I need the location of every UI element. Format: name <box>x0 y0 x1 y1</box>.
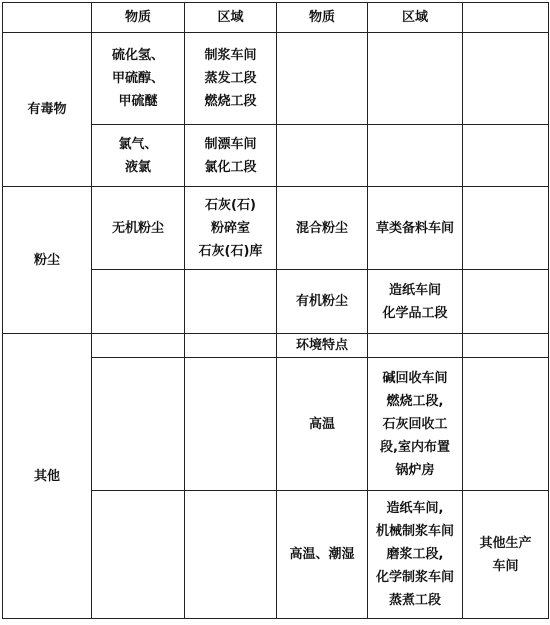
cell-line: 造纸车间, <box>386 501 444 516</box>
table-row <box>3 187 549 270</box>
table-header-row <box>3 3 549 33</box>
empty-cell <box>185 334 277 358</box>
cell-line: 燃烧工段 <box>204 94 257 109</box>
cell-line: 制漂车间 <box>204 136 257 152</box>
cell-line: 化学制浆车间 <box>375 570 454 585</box>
empty-cell <box>463 125 549 187</box>
empty-cell <box>185 358 277 491</box>
cell-line: 粉碎室 <box>210 220 250 236</box>
cell-line: 石灰(石)库 <box>198 243 263 259</box>
other-zone-cell <box>368 491 463 619</box>
cell-line: 甲硫醚 <box>118 94 158 109</box>
cell-line: 磨浆工段, <box>386 547 444 562</box>
category-dust: 粉尘 <box>3 187 92 334</box>
dust-substance-cell: 无机粉尘 <box>92 187 185 270</box>
empty-cell <box>463 270 549 334</box>
table-row <box>3 334 549 358</box>
env-feature-cell: 高温、潮湿 <box>277 491 368 619</box>
toxic-zone-cell <box>185 125 277 187</box>
empty-cell <box>463 358 549 491</box>
empty-cell <box>463 33 549 125</box>
header-substance-2: 物质 <box>277 3 368 33</box>
category-other: 其他 <box>3 334 92 619</box>
other-zone-cell <box>368 358 463 491</box>
header-empty-cell <box>463 3 549 33</box>
cell-line: 蒸发工段 <box>204 71 257 86</box>
cell-line: 硫化氢、 <box>111 48 164 63</box>
env-feature-cell: 高温 <box>277 358 368 491</box>
dust-substance-2-cell: 混合粉尘 <box>277 187 368 270</box>
empty-cell <box>92 270 185 334</box>
cell-line: 碱回收车间 <box>382 370 448 386</box>
cell-line: 石灰回收工 <box>382 416 448 432</box>
env-feature-header: 环境特点 <box>277 334 368 358</box>
header-zone-2: 区域 <box>368 3 463 33</box>
category-toxic: 有毒物 <box>3 33 92 187</box>
other-extra-cell <box>463 491 549 619</box>
hazard-zone-table <box>2 2 549 619</box>
empty-cell <box>185 491 277 619</box>
empty-cell <box>368 33 463 125</box>
cell-line: 化学品工段 <box>382 305 448 321</box>
cell-line: 制浆车间 <box>204 48 257 63</box>
empty-cell <box>277 33 368 125</box>
table-row <box>3 33 549 125</box>
empty-cell <box>92 491 185 619</box>
dust-zone-cell <box>185 187 277 270</box>
empty-cell <box>92 334 185 358</box>
empty-cell <box>463 187 549 270</box>
dust-substance-2-cell: 有机粉尘 <box>277 270 368 334</box>
empty-cell <box>277 125 368 187</box>
header-empty-cell <box>3 3 92 33</box>
header-zone-1: 区域 <box>185 3 277 33</box>
cell-line: 造纸车间 <box>388 282 441 298</box>
toxic-zone-cell <box>185 33 277 125</box>
toxic-substance-cell <box>92 33 185 125</box>
cell-line: 车间 <box>492 558 519 574</box>
cell-line: 燃烧工段, <box>386 393 444 409</box>
cell-line: 蒸煮工段 <box>388 593 441 608</box>
dust-zone-2-cell <box>368 270 463 334</box>
cell-line: 段,室内布置 <box>380 439 450 455</box>
empty-cell <box>368 334 463 358</box>
cell-line: 机械制浆车间 <box>375 524 454 539</box>
empty-cell <box>92 358 185 491</box>
cell-line: 石灰(石) <box>205 197 256 213</box>
cell-line: 其他生产 <box>479 535 532 551</box>
cell-line: 液氯 <box>124 159 151 175</box>
empty-cell <box>185 270 277 334</box>
cell-line: 锅炉房 <box>395 462 435 478</box>
cell-line: 氯化工段 <box>204 159 257 175</box>
cell-line: 甲硫醇、 <box>111 71 164 86</box>
toxic-substance-cell <box>92 125 185 187</box>
cell-line: 氯气、 <box>118 136 158 152</box>
header-substance-1: 物质 <box>92 3 185 33</box>
empty-cell <box>368 125 463 187</box>
empty-cell <box>463 334 549 358</box>
dust-zone-2-cell: 草类备料车间 <box>368 187 463 270</box>
